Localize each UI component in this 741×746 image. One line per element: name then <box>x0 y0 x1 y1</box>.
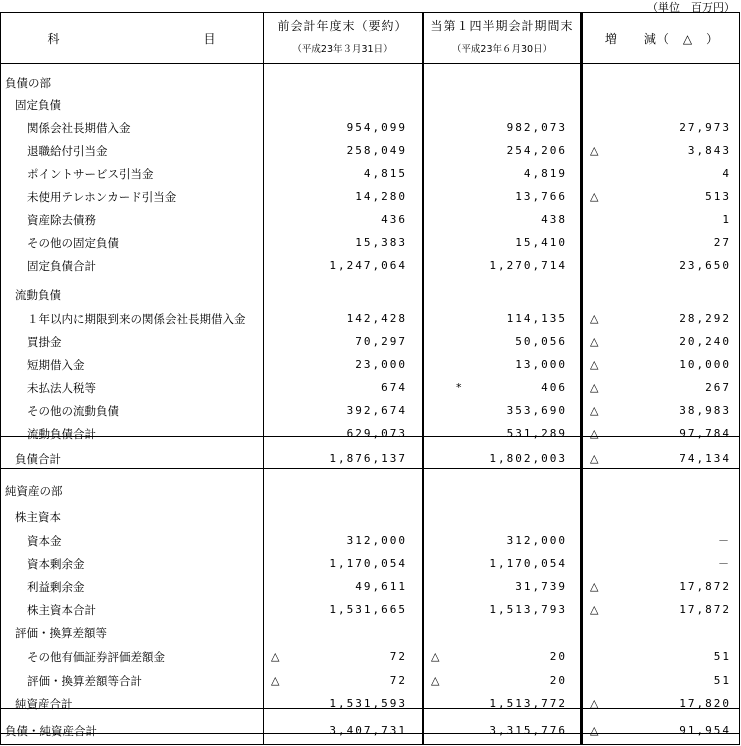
table-row <box>1 94 739 116</box>
table-row <box>1 284 739 306</box>
table-row <box>1 186 739 208</box>
diff-value: 23,650 <box>679 259 731 272</box>
row-label: 資本金 <box>27 534 62 548</box>
row-label: 資本剰余金 <box>27 557 85 571</box>
table-row <box>1 163 739 185</box>
diff-column-header: 増 減（ △ ） <box>604 32 720 46</box>
current-period-header <box>422 17 582 55</box>
row-label: その他の流動負債 <box>27 404 119 418</box>
table-row <box>1 331 739 353</box>
table-row <box>1 117 739 139</box>
row-label: 負債合計 <box>15 452 61 466</box>
curr-value: 114,135 <box>506 312 567 325</box>
curr-value: 1,270,714 <box>489 259 567 272</box>
diff-negative-mark: △ <box>590 312 599 325</box>
row-label: 流動負債 <box>15 288 61 302</box>
curr-negative-mark: △ <box>431 674 440 687</box>
row-label: 買掛金 <box>27 335 62 349</box>
diff-negative-mark: △ <box>590 358 599 371</box>
diff-value: 1 <box>722 213 731 226</box>
diff-negative-mark: △ <box>590 452 599 465</box>
prev-value: 15,383 <box>355 236 407 249</box>
row-label: 評価・換算差額等合計 <box>27 674 142 688</box>
prev-negative-mark: △ <box>271 650 280 663</box>
row-label: 固定負債 <box>15 98 61 112</box>
diff-value: 4 <box>722 167 731 180</box>
diff-value: 3,843 <box>687 144 731 157</box>
table-row <box>1 530 739 552</box>
table-row <box>1 308 739 330</box>
prev-period-date: （平成23年３月31日） <box>292 44 393 55</box>
curr-value: 31,739 <box>515 580 567 593</box>
diff-value: 17,820 <box>679 697 731 710</box>
diff-value: 51 <box>713 650 731 663</box>
prev-value: 23,000 <box>355 358 407 371</box>
diff-value: 97,784 <box>679 427 731 440</box>
row-label: 負債の部 <box>5 76 51 90</box>
prev-value: 674 <box>381 381 407 394</box>
diff-value: 10,000 <box>679 358 731 371</box>
table-row <box>1 140 739 162</box>
row-label: 純資産合計 <box>15 697 73 711</box>
row-label: ポイントサービス引当金 <box>27 167 154 181</box>
row-label: 利益剰余金 <box>27 580 85 594</box>
curr-value: 312,000 <box>506 534 567 547</box>
row-label: 流動負債合計 <box>27 427 96 441</box>
prev-value: 49,611 <box>355 580 407 593</box>
prev-value: 72 <box>389 650 407 663</box>
table-row <box>1 423 739 445</box>
diff-value: － <box>718 557 731 570</box>
table-row <box>1 448 739 470</box>
row-label: 関係会社長期借入金 <box>27 121 131 135</box>
prev-value: 312,000 <box>346 534 407 547</box>
balance-sheet-table <box>0 12 740 745</box>
prev-value: 1,876,137 <box>329 452 407 465</box>
prev-value: 1,170,054 <box>329 557 407 570</box>
prev-value: 70,297 <box>355 335 407 348</box>
prev-period-title: 前会計年度末（要約） <box>277 19 408 33</box>
table-row <box>1 646 739 668</box>
curr-value: 20 <box>549 674 567 687</box>
diff-value: 51 <box>713 674 731 687</box>
curr-value: 4,819 <box>523 167 567 180</box>
prev-negative-mark: △ <box>271 674 280 687</box>
table-row <box>1 72 739 94</box>
table-row <box>1 622 739 644</box>
diff-negative-mark: △ <box>590 404 599 417</box>
prev-value: 72 <box>389 674 407 687</box>
prev-value: 142,428 <box>346 312 407 325</box>
row-label: 株主資本合計 <box>27 603 96 617</box>
diff-value: 267 <box>705 381 731 394</box>
table-row <box>1 354 739 376</box>
table-row <box>1 670 739 692</box>
table-row <box>1 576 739 598</box>
diff-negative-mark: △ <box>590 724 599 737</box>
diff-negative-mark: △ <box>590 427 599 440</box>
row-label: 株主資本 <box>15 510 61 524</box>
curr-value: 1,513,793 <box>489 603 567 616</box>
unit-note: （単位 百万円） <box>647 1 735 14</box>
table-row <box>1 209 739 231</box>
curr-value: 3,315,776 <box>489 724 567 737</box>
row-label: 評価・換算差額等 <box>15 626 107 640</box>
prev-value: 954,099 <box>346 121 407 134</box>
section-divider <box>1 708 739 709</box>
curr-negative-mark: △ <box>431 650 440 663</box>
diff-negative-mark: △ <box>590 190 599 203</box>
curr-value: 1,170,054 <box>489 557 567 570</box>
curr-note-mark: * <box>456 381 462 394</box>
curr-value: 13,000 <box>515 358 567 371</box>
prev-value: 1,247,064 <box>329 259 407 272</box>
curr-value: 1,802,003 <box>489 452 567 465</box>
item-column-header: 科 目 <box>47 32 217 46</box>
header-divider <box>1 63 739 64</box>
diff-value: 38,983 <box>679 404 731 417</box>
curr-value: 50,056 <box>515 335 567 348</box>
prev-value: 1,531,665 <box>329 603 407 616</box>
prev-value: 436 <box>381 213 407 226</box>
prev-value: 629,073 <box>346 427 407 440</box>
row-label: 短期借入金 <box>27 358 85 372</box>
curr-value: 254,206 <box>506 144 567 157</box>
row-label: その他の固定負債 <box>27 236 119 250</box>
diff-value: 20,240 <box>679 335 731 348</box>
curr-value: 13,766 <box>515 190 567 203</box>
prev-value: 14,280 <box>355 190 407 203</box>
prev-value: 4,815 <box>363 167 407 180</box>
table-row <box>1 553 739 575</box>
table-row <box>1 720 739 742</box>
diff-value: 74,134 <box>679 452 731 465</box>
prev-value: 258,049 <box>346 144 407 157</box>
table-row <box>1 599 739 621</box>
curr-value: 406 <box>541 381 567 394</box>
table-row <box>1 693 739 715</box>
diff-negative-mark: △ <box>590 335 599 348</box>
section-divider <box>1 733 739 734</box>
diff-negative-mark: △ <box>590 603 599 616</box>
diff-value: － <box>718 534 731 547</box>
curr-value: 15,410 <box>515 236 567 249</box>
row-label: 固定負債合計 <box>27 259 96 273</box>
row-label: 資産除去債務 <box>27 213 96 227</box>
diff-value: 513 <box>705 190 731 203</box>
curr-value: 982,073 <box>506 121 567 134</box>
section-divider <box>1 468 739 469</box>
row-label: 未使用テレホンカード引当金 <box>27 190 177 204</box>
row-label: １年以内に期限到来の関係会社長期借入金 <box>27 312 246 326</box>
row-label: 純資産の部 <box>5 484 63 498</box>
diff-value: 17,872 <box>679 580 731 593</box>
diff-value: 17,872 <box>679 603 731 616</box>
curr-value: 20 <box>549 650 567 663</box>
prev-value: 1,531,593 <box>329 697 407 710</box>
curr-value: 353,690 <box>506 404 567 417</box>
table-row <box>1 232 739 254</box>
diff-negative-mark: △ <box>590 580 599 593</box>
diff-negative-mark: △ <box>590 144 599 157</box>
prev-period-header <box>263 17 422 55</box>
row-label: 負債・純資産合計 <box>5 724 97 738</box>
current-period-title: 当第１四半期会計期間末 <box>430 19 574 33</box>
diff-value: 27,973 <box>679 121 731 134</box>
prev-value: 3,407,731 <box>329 724 407 737</box>
row-label: 退職給付引当金 <box>27 144 108 158</box>
curr-value: 1,513,772 <box>489 697 567 710</box>
row-label: 未払法人税等 <box>27 381 96 395</box>
curr-value: 531,289 <box>506 427 567 440</box>
diff-negative-mark: △ <box>590 381 599 394</box>
curr-value: 438 <box>541 213 567 226</box>
diff-negative-mark: △ <box>590 697 599 710</box>
current-period-date: （平成23年６月30日） <box>451 44 553 55</box>
section-divider <box>1 436 739 437</box>
table-row <box>1 377 739 399</box>
table-row <box>1 255 739 277</box>
table-row <box>1 506 739 528</box>
row-label: その他有価証券評価差額金 <box>27 650 165 664</box>
diff-value: 27 <box>713 236 731 249</box>
table-row <box>1 400 739 422</box>
prev-value: 392,674 <box>346 404 407 417</box>
table-row <box>1 480 739 502</box>
diff-value: 91,954 <box>679 724 731 737</box>
diff-value: 28,292 <box>679 312 731 325</box>
